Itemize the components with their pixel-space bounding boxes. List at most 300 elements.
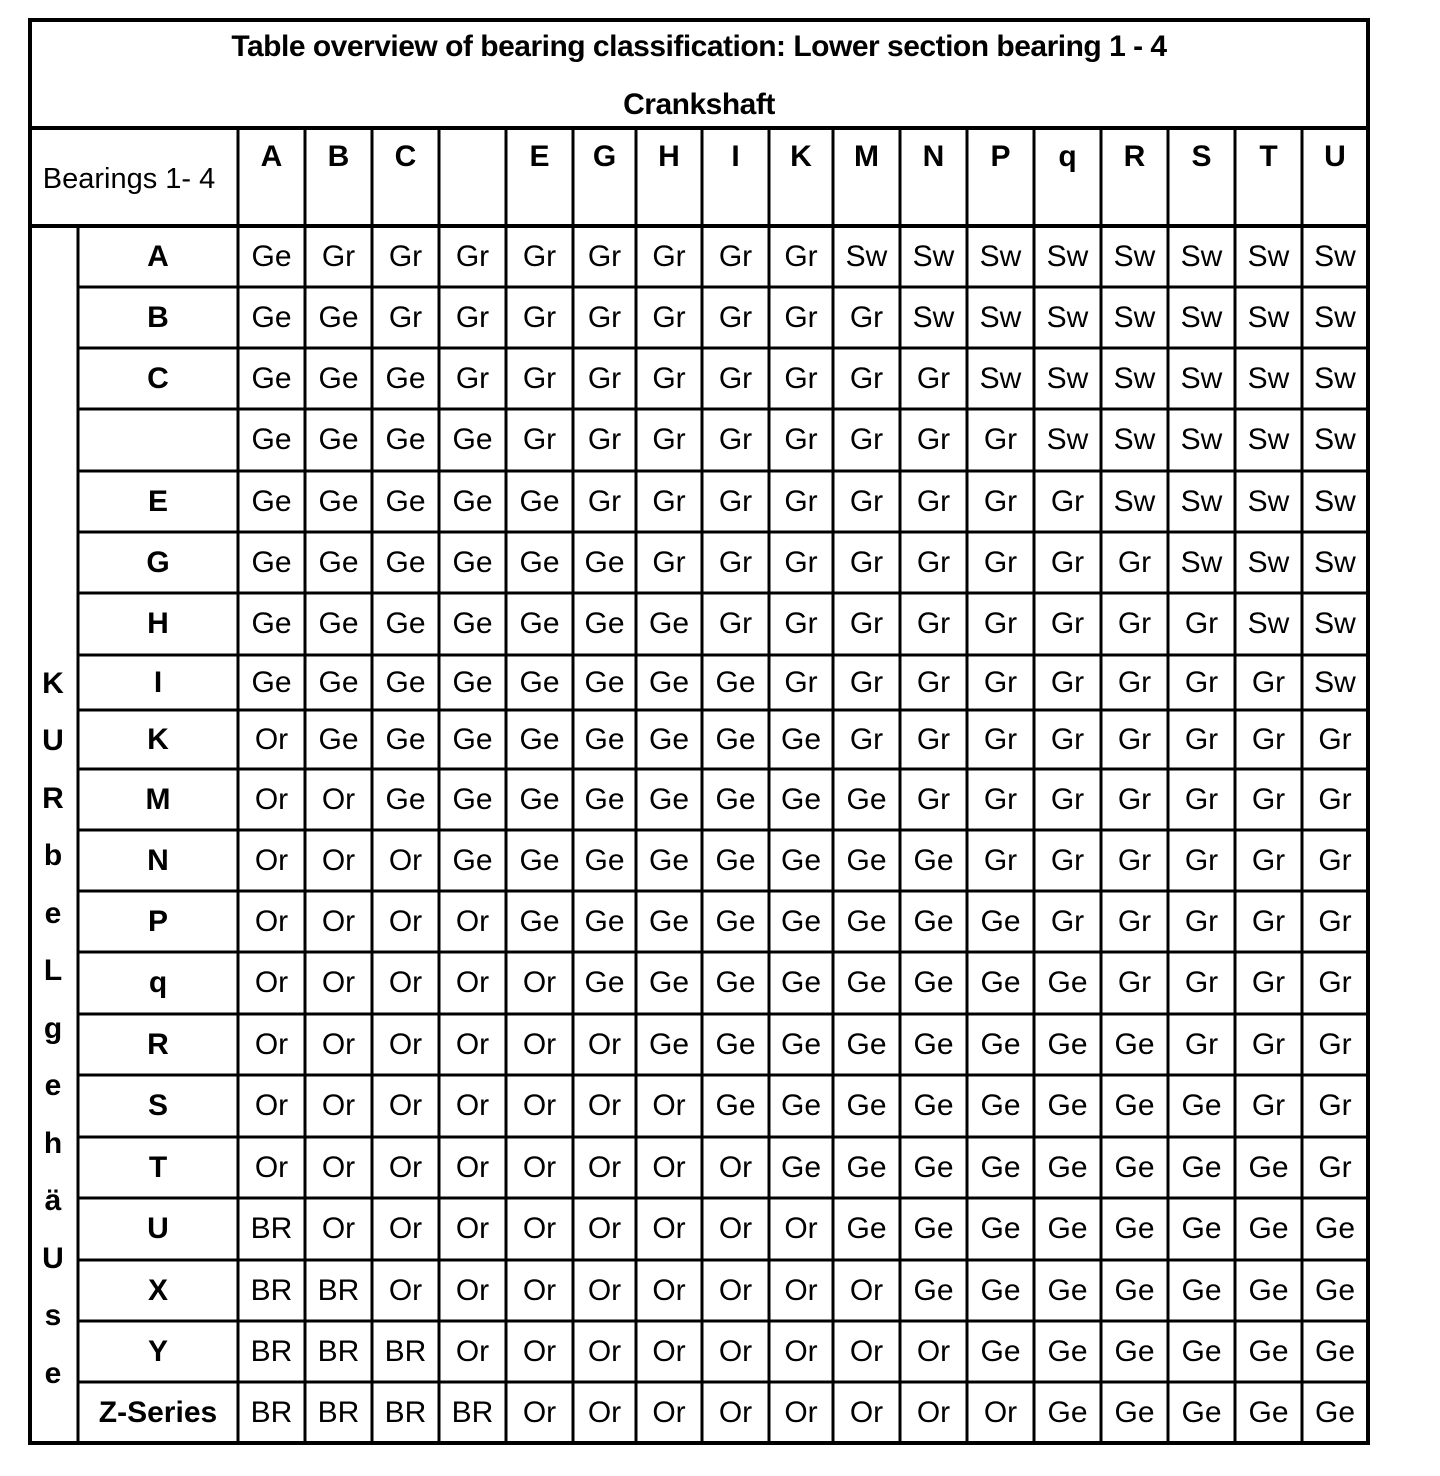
table-cell: Gr [1117, 722, 1152, 756]
table-cell: Sw [1247, 361, 1290, 395]
table-cell: Gr [983, 607, 1018, 640]
table-cell: Ge [780, 904, 822, 938]
table-cell: Sw [1113, 300, 1156, 334]
table-cell: Ge [913, 843, 954, 877]
table-cell: Ge [1047, 1027, 1088, 1061]
table-cell: Ge [1181, 1273, 1222, 1307]
table-cell: Ge [519, 722, 560, 756]
column-header: R [1123, 140, 1146, 173]
table-cell: Or [784, 1395, 818, 1429]
table-cell: Ge [648, 843, 690, 877]
table-cell: Ge [452, 545, 493, 579]
table-cell: Sw [1113, 484, 1156, 518]
table-cell: Or [784, 1273, 818, 1307]
table-cell: Ge [452, 665, 493, 699]
row-header: B [147, 300, 169, 334]
table-cell: Ge [913, 1027, 954, 1061]
table-cell: Ge [318, 300, 359, 334]
table-cell: Or [321, 1212, 356, 1245]
table-cell: Gr [1251, 904, 1286, 938]
table-cell: Or [983, 1395, 1018, 1429]
table-cell: Ge [1047, 1273, 1088, 1307]
row-header: Z-Series [98, 1395, 218, 1429]
table-cell: Ge [980, 1212, 1021, 1245]
table-cell: Or [522, 1273, 557, 1307]
table-cell: Or [321, 1027, 356, 1061]
row-header: A [147, 239, 169, 273]
table-cell: Or [849, 1273, 884, 1307]
table-cell: Gr [1318, 722, 1352, 756]
column-header: S [1191, 140, 1212, 173]
table-cell: Gr [916, 361, 951, 395]
table-cell: Gr [1050, 904, 1085, 938]
table-cell: Gr [1050, 484, 1085, 518]
table-cell: Ge [519, 665, 560, 699]
table-cell: Gr [718, 239, 753, 273]
table-cell: Gr [784, 665, 818, 699]
table-cell: Or [849, 1334, 884, 1368]
table-cell: Gr [718, 300, 753, 334]
column-header: A [260, 140, 283, 173]
table-cell: Or [388, 1089, 423, 1122]
table-cell: Gr [652, 484, 686, 518]
table-cell: Sw [1314, 361, 1356, 395]
table-cell: Gr [1318, 843, 1352, 877]
table-cell: Or [522, 1150, 557, 1184]
table-cell: Or [388, 1212, 423, 1245]
side-label-char: R [42, 781, 64, 815]
table-cell: Sw [1314, 665, 1356, 699]
table-cell: Ge [780, 1150, 822, 1184]
table-cell: Ge [1181, 1395, 1222, 1429]
table-cell: Or [587, 1150, 622, 1184]
table-cell: Sw [1314, 545, 1356, 579]
column-header: I [731, 140, 740, 173]
column-header: H [658, 140, 680, 173]
table-cell: Ge [980, 1273, 1021, 1307]
table-cell: Ge [1047, 1150, 1088, 1184]
table-cell: Or [522, 1212, 557, 1245]
table-cell: Ge [846, 1150, 887, 1184]
table-cell: Or [718, 1395, 753, 1429]
row-header: C [147, 361, 169, 395]
row-header: E [147, 484, 168, 518]
row-header: U [147, 1212, 169, 1245]
table-cell: Ge [1181, 1089, 1222, 1122]
table-cell: Gr [1318, 966, 1352, 999]
table-cell: Ge [780, 1027, 822, 1061]
column-header: P [990, 140, 1011, 173]
table-cell: Gr [388, 300, 423, 334]
table-cell: Gr [1117, 904, 1152, 938]
table-cell: Ge [846, 843, 887, 877]
table-cell: Gr [1050, 722, 1085, 756]
table-cell: Gr [1117, 966, 1152, 999]
table-cell: Gr [1318, 1089, 1352, 1122]
table-cell: Ge [913, 1150, 954, 1184]
row-header: H [147, 607, 169, 640]
table-cell: Ge [648, 904, 690, 938]
table-cell: Gr [1318, 1150, 1352, 1184]
table-cell: Gr [849, 423, 884, 456]
table-cell: Ge [251, 361, 292, 395]
table-cell: Gr [1050, 607, 1085, 640]
table-cell: Or [784, 1212, 818, 1245]
row-header: I [153, 665, 163, 699]
table-cell: Gr [1117, 607, 1152, 640]
table-cell: Ge [913, 1273, 954, 1307]
table-cell: Gr [849, 722, 884, 756]
table-cell: Sw [1046, 361, 1089, 395]
table-cell: Or [522, 1395, 557, 1429]
table-cell: Ge [715, 904, 756, 938]
table-cell: Gr [652, 361, 686, 395]
table-cell: Sw [1180, 300, 1223, 334]
table-cell: Gr [849, 545, 884, 579]
table-cell: BR [451, 1395, 494, 1429]
table-cell: Ge [1114, 1273, 1155, 1307]
table-cell: Gr [1184, 1027, 1219, 1061]
table-cell: Ge [318, 722, 359, 756]
row-header: X [147, 1273, 168, 1307]
table-cell: Gr [916, 423, 951, 456]
table-cell: Ge [648, 966, 690, 999]
table-cell: Sw [979, 300, 1022, 334]
table-cell: Ge [251, 545, 292, 579]
table-cell: Gr [718, 484, 753, 518]
table-cell: Or [652, 1089, 686, 1122]
table-cell: Or [254, 843, 289, 877]
table-cell: Gr [522, 361, 557, 395]
table-cell: Gr [784, 545, 818, 579]
table-cell: Ge [1047, 1334, 1088, 1368]
table-cell: Ge [980, 1089, 1021, 1122]
table-cell: Or [718, 1273, 753, 1307]
table-cell: Gr [587, 239, 622, 273]
table-cell: Ge [452, 782, 493, 816]
column-header: G [592, 140, 617, 173]
table-cell: Gr [1251, 966, 1286, 999]
table-cell: Ge [1114, 1334, 1155, 1368]
table-cell: Or [522, 966, 557, 999]
side-label-char: g [43, 1011, 63, 1045]
table-cell: BR [317, 1334, 360, 1368]
table-cell: Gr [1050, 545, 1085, 579]
table-cell: Ge [519, 484, 560, 518]
table-cell: Gr [983, 843, 1018, 877]
table-cell: Gr [652, 423, 686, 456]
row-header: N [147, 843, 169, 877]
table-cell: Sw [912, 300, 955, 334]
table-cell: Gr [1184, 782, 1219, 816]
table-cell: BR [250, 1273, 293, 1307]
table-cell: Or [587, 1027, 622, 1061]
table-cell: Gr [916, 665, 951, 699]
table-cell: Or [254, 1150, 289, 1184]
table-cell: Ge [715, 722, 756, 756]
table-cell: Ge [913, 966, 954, 999]
table-cell: Gr [784, 300, 818, 334]
table-cell: Gr [1184, 607, 1219, 640]
table-cell: Ge [715, 782, 756, 816]
side-label-char: e [44, 896, 62, 930]
side-label-char: e [44, 1356, 62, 1390]
table-cell: Ge [1047, 1089, 1088, 1122]
table-cell: Ge [519, 545, 560, 579]
table-cell: Gr [916, 722, 951, 756]
table-cell: Or [388, 966, 423, 999]
table-cell: Ge [648, 782, 690, 816]
table-cell: Ge [318, 545, 359, 579]
table-cell: Or [718, 1212, 753, 1245]
table-cell: Sw [1247, 607, 1290, 640]
table-cell: Ge [1114, 1395, 1155, 1429]
table-cell: Ge [1314, 1212, 1356, 1245]
table-cell: Or [587, 1212, 622, 1245]
table-cell: Gr [916, 607, 951, 640]
row-header [78, 409, 238, 471]
table-cell: Or [587, 1395, 622, 1429]
table-cell: Gr [849, 607, 884, 640]
table-cell: Ge [1248, 1150, 1289, 1184]
table-cell: Sw [1113, 239, 1156, 273]
table-cell: Gr [784, 423, 818, 456]
table-cell: Ge [913, 1212, 954, 1245]
table-cell: Or [652, 1273, 686, 1307]
table-cell: Or [455, 1334, 490, 1368]
table-cell: BR [250, 1334, 293, 1368]
table-cell: Or [388, 1150, 423, 1184]
table-cell: Ge [1114, 1150, 1155, 1184]
table-cell: Ge [452, 607, 493, 640]
table-cell: Or [254, 722, 289, 756]
table-cell: Gr [718, 607, 753, 640]
table-cell: Ge [318, 361, 359, 395]
table-cell: Ge [780, 782, 822, 816]
table-cell: Sw [1247, 300, 1290, 334]
table-cell: Or [254, 1027, 289, 1061]
row-header: G [146, 545, 170, 579]
table-cell: Gr [983, 782, 1018, 816]
table-cell: Ge [1047, 1212, 1088, 1245]
table-cell: Or [455, 1273, 490, 1307]
table-cell: Or [652, 1334, 686, 1368]
table-subtitle: Crankshaft [623, 88, 775, 121]
table-cell: Gr [983, 665, 1018, 699]
table-cell: Ge [1181, 1212, 1222, 1245]
table-cell: Ge [1047, 1395, 1088, 1429]
table-cell: Or [916, 1334, 951, 1368]
table-cell: Sw [1314, 484, 1356, 518]
table-cell: Ge [846, 966, 887, 999]
table-cell: Or [455, 1212, 490, 1245]
row-header: P [147, 904, 168, 938]
table-cell: Ge [980, 1027, 1021, 1061]
table-cell: Or [522, 1334, 557, 1368]
table-cell: Ge [1114, 1212, 1155, 1245]
table-cell: Ge [519, 782, 560, 816]
table-cell: Ge [385, 484, 426, 518]
table-cell: Or [455, 1150, 490, 1184]
table-cell: Ge [385, 782, 426, 816]
column-header: M [854, 140, 879, 173]
table-cell: Gr [1184, 665, 1219, 699]
table-cell: Gr [652, 545, 686, 579]
table-cell: Or [455, 1089, 490, 1122]
table-cell: Sw [1113, 361, 1156, 395]
table-cell: Or [388, 904, 423, 938]
table-cell: Ge [318, 665, 359, 699]
table-cell: Sw [1180, 239, 1223, 273]
table-cell: Gr [652, 239, 686, 273]
table-cell: Gr [983, 423, 1018, 456]
row-header: q [148, 966, 168, 999]
table-cell: Gr [983, 484, 1018, 518]
table-cell: Or [718, 1334, 753, 1368]
table-cell: Gr [1050, 782, 1085, 816]
row-header: Y [147, 1334, 168, 1368]
table-cell: Ge [715, 966, 756, 999]
table-cell: Ge [913, 904, 954, 938]
table-cell: Sw [912, 239, 955, 273]
table-cell: BR [384, 1334, 427, 1368]
table-cell: Ge [980, 1334, 1021, 1368]
table-cell: Ge [584, 722, 625, 756]
table-cell: Gr [916, 782, 951, 816]
table-cell: Ge [780, 722, 822, 756]
table-cell: Or [254, 1089, 289, 1122]
table-cell: Gr [455, 361, 490, 395]
table-cell: Or [321, 843, 356, 877]
table-cell: Or [652, 1395, 686, 1429]
table-cell: Gr [1318, 782, 1352, 816]
column-header: q [1058, 140, 1077, 173]
table-cell: Gr [587, 484, 622, 518]
column-header: N [922, 140, 945, 173]
column-header: E [529, 140, 550, 173]
table-cell: Ge [251, 665, 292, 699]
table-cell: Gr [784, 361, 818, 395]
table-cell: Ge [1248, 1334, 1289, 1368]
table-cell: Sw [1247, 239, 1290, 273]
table-cell: Ge [318, 423, 359, 456]
table-cell: Ge [1114, 1027, 1155, 1061]
table-cell: BR [250, 1212, 293, 1245]
table-cell: Ge [846, 1089, 887, 1122]
table-cell: Or [587, 1334, 622, 1368]
side-label-char: U [42, 1241, 64, 1275]
table-cell: Gr [1251, 1027, 1286, 1061]
table-cell: Ge [452, 722, 493, 756]
table-cell: Or [652, 1150, 686, 1184]
table-cell: Ge [385, 607, 426, 640]
table-cell: Sw [979, 239, 1022, 273]
table-cell: Gr [1184, 966, 1219, 999]
table-cell: Gr [916, 545, 951, 579]
table-cell: Or [522, 1089, 557, 1122]
table-cell: Gr [718, 545, 753, 579]
table-cell: Ge [385, 361, 426, 395]
table-cell: Ge [452, 484, 493, 518]
column-header: C [394, 140, 417, 173]
table-cell: Ge [385, 423, 426, 456]
table-cell: Gr [718, 423, 753, 456]
table-cell: Or [321, 904, 356, 938]
table-cell: Or [254, 904, 289, 938]
table-cell: BR [250, 1395, 293, 1429]
side-label-char: ä [44, 1184, 62, 1218]
table-cell: Gr [784, 484, 818, 518]
table-cell: Sw [1180, 484, 1223, 518]
table-cell: Gr [849, 484, 884, 518]
table-cell: Sw [1180, 423, 1223, 456]
table-cell: Sw [845, 239, 888, 273]
table-cell: Gr [1184, 904, 1219, 938]
table-cell: Ge [584, 843, 625, 877]
table-cell: Gr [1117, 782, 1152, 816]
table-cell: Sw [1314, 300, 1356, 334]
table-cell: Gr [587, 300, 622, 334]
table-cell: Gr [1251, 782, 1286, 816]
table-cell: Gr [916, 484, 951, 518]
table-cell: Sw [1046, 239, 1089, 273]
table-cell: BR [317, 1273, 360, 1307]
table-cell: Gr [587, 361, 622, 395]
table-cell: BR [384, 1395, 427, 1429]
side-label-char: h [43, 1126, 63, 1160]
table-cell: Gr [455, 239, 490, 273]
table-cell: Ge [452, 843, 493, 877]
table-cell: Ge [385, 665, 426, 699]
table-cell: Ge [318, 607, 359, 640]
table-cell: Or [321, 782, 356, 816]
side-label-char: K [42, 666, 64, 700]
table-cell: Ge [251, 484, 292, 518]
table-cell: Gr [784, 607, 818, 640]
table-cell: Ge [251, 607, 292, 640]
table-cell: Ge [584, 665, 625, 699]
side-label-char: L [43, 954, 63, 988]
table-cell: Sw [1046, 423, 1089, 456]
table-cell: Sw [1046, 300, 1089, 334]
table-title: Table overview of bearing classification: Lower section bearing 1 - 4 [231, 30, 1167, 63]
table-cell: Or [321, 966, 356, 999]
column-header: B [327, 140, 350, 173]
table-cell: Ge [780, 966, 822, 999]
table-cell: Gr [983, 545, 1018, 579]
table-cell: Ge [452, 423, 493, 456]
table-cell: Ge [519, 607, 560, 640]
table-cell: Gr [321, 239, 356, 273]
table-cell: Gr [1318, 904, 1352, 938]
table-cell: Or [388, 1273, 423, 1307]
table-cell: Ge [251, 300, 292, 334]
table-cell: Ge [780, 1089, 822, 1122]
table-cell: Gr [388, 239, 423, 273]
table-cell: Gr [983, 722, 1018, 756]
table-cell: Ge [318, 484, 359, 518]
table-cell: Or [455, 1027, 490, 1061]
table-cell: Or [522, 1027, 557, 1061]
table-cell: Ge [648, 607, 690, 640]
table-cell: Or [455, 966, 490, 999]
side-label-char: U [42, 724, 64, 758]
table-cell: Sw [1113, 423, 1156, 456]
table-cell: Sw [1180, 545, 1223, 579]
side-label-char: b [43, 839, 63, 873]
table-cell: Gr [849, 665, 884, 699]
table-cell: Ge [715, 1027, 756, 1061]
